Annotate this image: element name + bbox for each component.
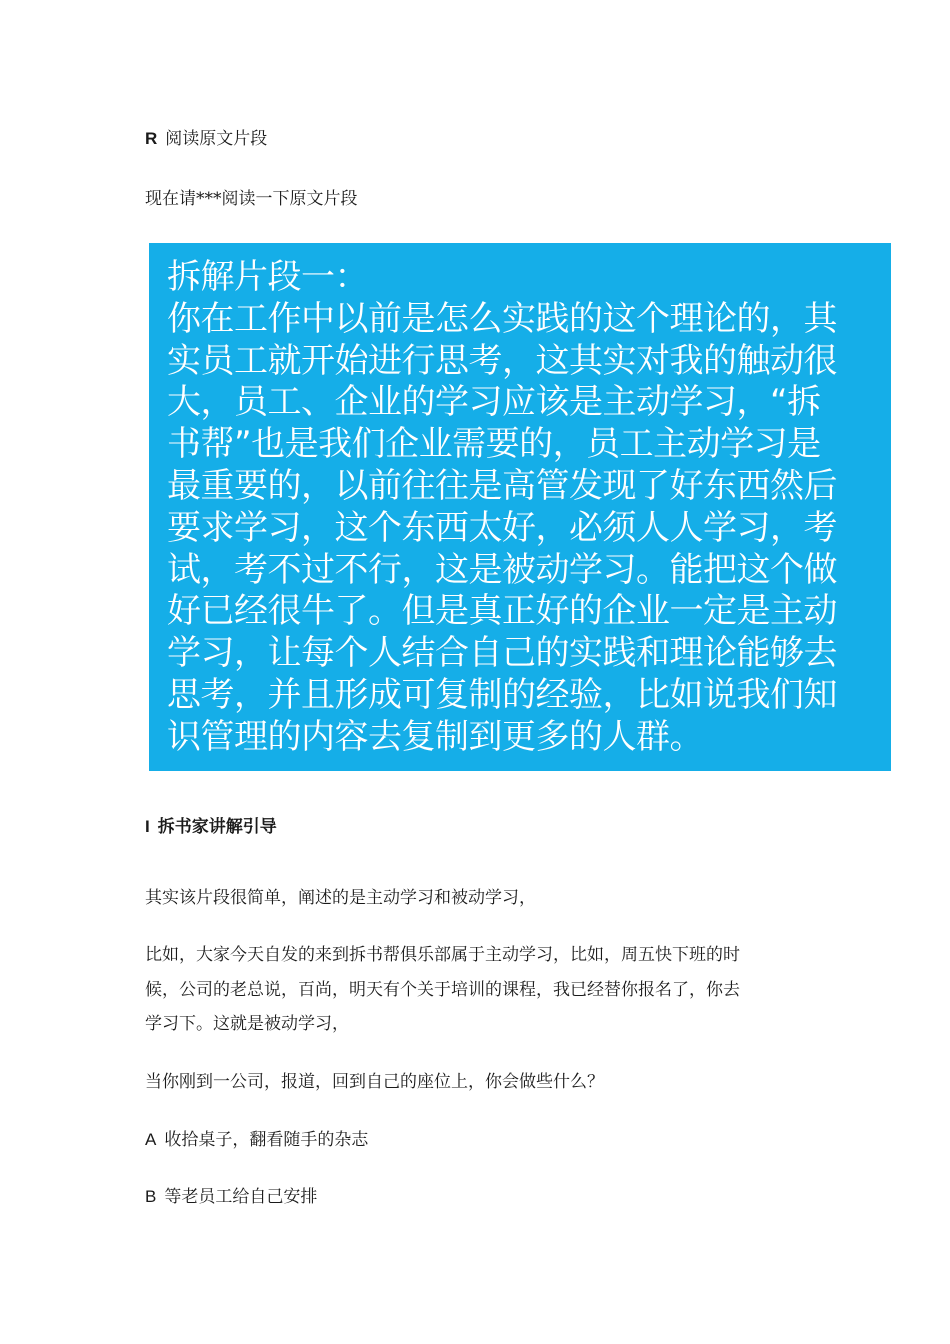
- paragraph-2-line-1: 比如，大家今天自发的来到拆书帮俱乐部属于主动学习，比如，周五快下班的时: [145, 945, 740, 965]
- paragraph-1: 其实该片段很简单，阐述的是主动学习和被动学习，: [145, 888, 536, 908]
- excerpt-line: 试，考不过不行，这是被动学习。能把这个做: [167, 549, 837, 590]
- section-i-marker: I: [145, 817, 150, 836]
- excerpt-line: 拆解片段一：: [167, 257, 368, 297]
- option-a: [145, 1131, 368, 1149]
- excerpt-line: 识管理的内容去复制到更多的人群。: [167, 716, 703, 757]
- excerpt-line: 大，员工、企业的学习应该是主动学习，“拆: [167, 382, 821, 423]
- excerpt-line: 学习，让每个人结合自己的实践和理论能够去: [167, 633, 837, 674]
- paragraph-2-line-2: 候，公司的老总说，百尚，明天有个关于培训的课程，我已经替你报名了，你去: [145, 980, 740, 1000]
- section-r-marker: R: [145, 129, 158, 148]
- section-r-title: 阅读原文片段: [165, 129, 268, 149]
- excerpt-line: 实员工就开始进行思考，这其实对我的触动很: [167, 340, 837, 381]
- question-paragraph: 当你刚到一公司，报道，回到自己的座位上，你会做些什么？: [145, 1072, 604, 1092]
- section-r-heading: [145, 130, 267, 148]
- section-i-heading: [145, 818, 277, 836]
- excerpt-line: 思考，并且形成可复制的经验，比如说我们知: [167, 674, 837, 715]
- section-i-title: 拆书家讲解引导: [157, 817, 277, 837]
- excerpt-line: 好已经很牛了。但是真正好的企业一定是主动: [167, 591, 837, 632]
- excerpt-line: 你在工作中以前是怎么实践的这个理论的，其: [167, 298, 837, 339]
- excerpt-box: [149, 243, 891, 771]
- excerpt-line: 书帮”也是我们企业需要的，员工主动学习是: [167, 424, 821, 465]
- paragraph-2-line-3: 学习下。这就是被动学习，: [145, 1014, 349, 1034]
- reading-instruction: 现在请***阅读一下原文片段: [145, 189, 358, 209]
- option-b-text: 等老员工给自己安排: [164, 1187, 318, 1207]
- option-b-marker: B: [145, 1187, 157, 1206]
- excerpt-line: 要求学习，这个东西太好，必须人人学习，考: [167, 507, 837, 548]
- option-b: [145, 1188, 317, 1206]
- excerpt-line: 最重要的，以前往往是高管发现了好东西然后: [167, 465, 837, 506]
- option-a-text: 收拾桌子，翻看随手的杂志: [164, 1130, 369, 1150]
- option-a-marker: A: [145, 1130, 157, 1149]
